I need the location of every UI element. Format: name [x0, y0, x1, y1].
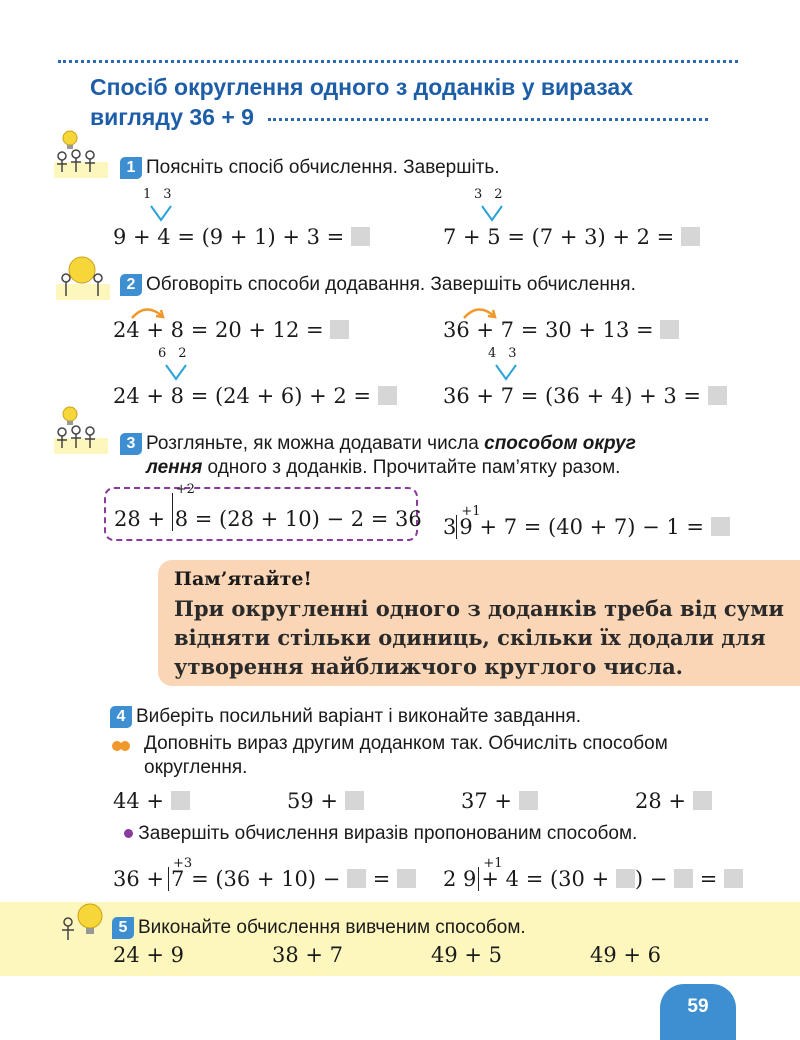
answer-box[interactable]	[660, 320, 679, 339]
memo-line: При округленні одного з доданків треба від суми	[174, 596, 784, 621]
answer-box[interactable]	[347, 869, 366, 888]
split-check-icon	[480, 204, 504, 222]
expression-text: 24 + 8 = 20 + 12 =	[113, 318, 324, 342]
title-dotted-rule	[268, 118, 708, 121]
task-2-expression-3	[113, 383, 397, 409]
task-4-text: Виберіть посильний варіант і виконайте завдання.	[136, 706, 582, 727]
task-1-expression-1	[113, 224, 370, 250]
task-5-item: 49 + 6	[590, 943, 662, 967]
split-value: 1	[143, 187, 152, 202]
answer-box[interactable]	[171, 791, 190, 810]
answer-box[interactable]	[711, 517, 730, 536]
task-3-bold-2: лення	[146, 457, 203, 478]
expression-text: 37 +	[461, 789, 512, 813]
expression-text: 59 +	[287, 789, 338, 813]
answer-box[interactable]	[693, 791, 712, 810]
two-dots-icon	[112, 738, 130, 756]
task-3-heading	[120, 432, 730, 480]
bulb-pair-icon	[52, 254, 114, 302]
answer-box[interactable]	[345, 791, 364, 810]
sub-task-text: Завершіть обчислення виразів пропонованим способом.	[138, 823, 638, 844]
expression-text: 24 + 8 = (24 + 6) + 2 =	[113, 384, 371, 408]
task-5-item: 38 + 7	[272, 943, 344, 967]
task-5-heading	[112, 916, 526, 940]
task-2-text: Обговоріть способи додавання. Завершіть обчислення.	[146, 274, 636, 295]
answer-box[interactable]	[674, 869, 693, 888]
task-3-example-1	[114, 482, 422, 532]
split-value: 3	[163, 187, 172, 202]
task-2-split-a	[158, 346, 187, 361]
expression-text: + 7 = (40 + 7) − 1 =	[479, 515, 705, 539]
rounding-marker	[478, 856, 610, 891]
task-1-text: Поясніть спосіб обчислення. Завершіть.	[146, 157, 500, 178]
page-title	[90, 72, 770, 132]
rounding-value: +2	[175, 482, 195, 497]
task-4-sub-2	[124, 822, 637, 846]
task-3-example-2	[443, 504, 730, 540]
rounding-marker	[172, 482, 195, 531]
task-3-number: 3	[120, 433, 142, 455]
task-1-split-a	[143, 187, 172, 202]
expression-text: 3	[443, 515, 457, 539]
rounding-value: +1	[461, 504, 481, 519]
split-value: 4	[488, 346, 497, 361]
expression-text: 7	[171, 867, 185, 891]
task-5-item: 49 + 5	[431, 943, 503, 967]
task-4-number: 4	[110, 706, 132, 728]
split-check-icon	[164, 363, 188, 381]
task-4-example-2	[443, 856, 743, 892]
task-4-heading	[110, 705, 581, 729]
task-4-item	[287, 788, 364, 814]
rounding-marker	[168, 856, 193, 891]
title-line-1: Спосіб округлення одного з доданків у виразах	[90, 74, 634, 100]
task-2-expression-4	[443, 383, 727, 409]
expression-text: 2 9	[443, 867, 477, 891]
split-value: 3	[474, 187, 483, 202]
task-2-heading	[120, 273, 636, 297]
task-3-text-a: Розгляньте, як можна додавати числа	[146, 433, 485, 454]
answer-box[interactable]	[724, 869, 743, 888]
task-4-example-1	[113, 856, 416, 892]
answer-box[interactable]	[616, 869, 635, 888]
answer-box[interactable]	[378, 386, 397, 405]
split-value: 2	[494, 187, 503, 202]
expression-text: 8	[174, 507, 189, 531]
purple-dot-icon	[124, 829, 133, 838]
memo-text	[174, 594, 784, 681]
expression-text: 44 +	[113, 789, 164, 813]
answer-box[interactable]	[708, 386, 727, 405]
task-2-number: 2	[120, 274, 142, 296]
expression-text: 28 +	[635, 789, 686, 813]
memo-line: утворення найближчого круглого числа.	[174, 654, 683, 679]
expression-text: 28 +	[114, 507, 165, 531]
memo-box	[158, 560, 800, 686]
bulb-group-icon	[50, 404, 112, 456]
task-3-text-b: одного з доданків. Прочитайте пам’ятку разом.	[202, 457, 621, 478]
bulb-group-icon	[50, 128, 112, 180]
task-1-expression-2	[443, 224, 700, 250]
answer-box[interactable]	[681, 227, 700, 246]
expression-text: 9	[459, 515, 473, 539]
task-2-split-b	[488, 346, 517, 361]
rounding-value: +3	[173, 856, 193, 871]
task-1-heading	[120, 156, 500, 180]
answer-box[interactable]	[397, 869, 416, 888]
expression-text: ) −	[634, 867, 668, 891]
expression-text: 36 + 7 = (36 + 4) + 3 =	[443, 384, 701, 408]
task-4-item	[113, 788, 190, 814]
expression-text: = (28 + 10) − 2 = 36	[194, 507, 422, 531]
title-line-2: вигляду 36 + 9	[90, 104, 254, 130]
sub-task-text: округлення.	[144, 757, 248, 778]
answer-box[interactable]	[330, 320, 349, 339]
expression-text: + 4 = (30 +	[481, 867, 610, 891]
expression-text: 9 + 4 = (9 + 1) + 3 =	[113, 225, 345, 249]
split-value: 3	[508, 346, 517, 361]
split-check-icon	[149, 204, 173, 222]
task-2-expression-1	[113, 317, 349, 343]
task-3-bold-1: способом округ	[484, 433, 636, 454]
sub-task-text: Доповніть вираз другим доданком так. Обчисліть способом	[144, 733, 668, 754]
expression-text: =	[372, 867, 391, 891]
task-4-item	[635, 788, 712, 814]
task-1-split-b	[474, 187, 503, 202]
expression-text: 7 + 5 = (7 + 3) + 2 =	[443, 225, 675, 249]
expression-text: = (36 + 10) −	[191, 867, 341, 891]
expression-text: =	[699, 867, 718, 891]
task-1-number: 1	[120, 157, 142, 179]
answer-box[interactable]	[351, 227, 370, 246]
task-4-sub-1	[144, 732, 754, 780]
task-5-number: 5	[112, 917, 134, 939]
task-2-expression-2	[443, 317, 679, 343]
task-5-item: 24 + 9	[113, 943, 185, 967]
split-value: 6	[158, 346, 167, 361]
bulb-single-icon	[56, 900, 108, 944]
task-4-item	[461, 788, 538, 814]
expression-text: 36 +	[113, 867, 164, 891]
rounding-marker	[456, 504, 481, 539]
memo-line: відняти стільки одиниць, скільки їх додали для	[174, 625, 766, 650]
task-5-text: Виконайте обчислення вивченим способом.	[138, 917, 526, 938]
split-check-icon	[494, 363, 518, 381]
memo-title: Пам’ятайте!	[174, 568, 312, 590]
page-number: 59	[660, 984, 736, 1040]
top-dotted-rule	[58, 60, 738, 63]
rounding-value: +1	[483, 856, 503, 871]
answer-box[interactable]	[519, 791, 538, 810]
expression-text: 36 + 7 = 30 + 13 =	[443, 318, 654, 342]
split-value: 2	[178, 346, 187, 361]
